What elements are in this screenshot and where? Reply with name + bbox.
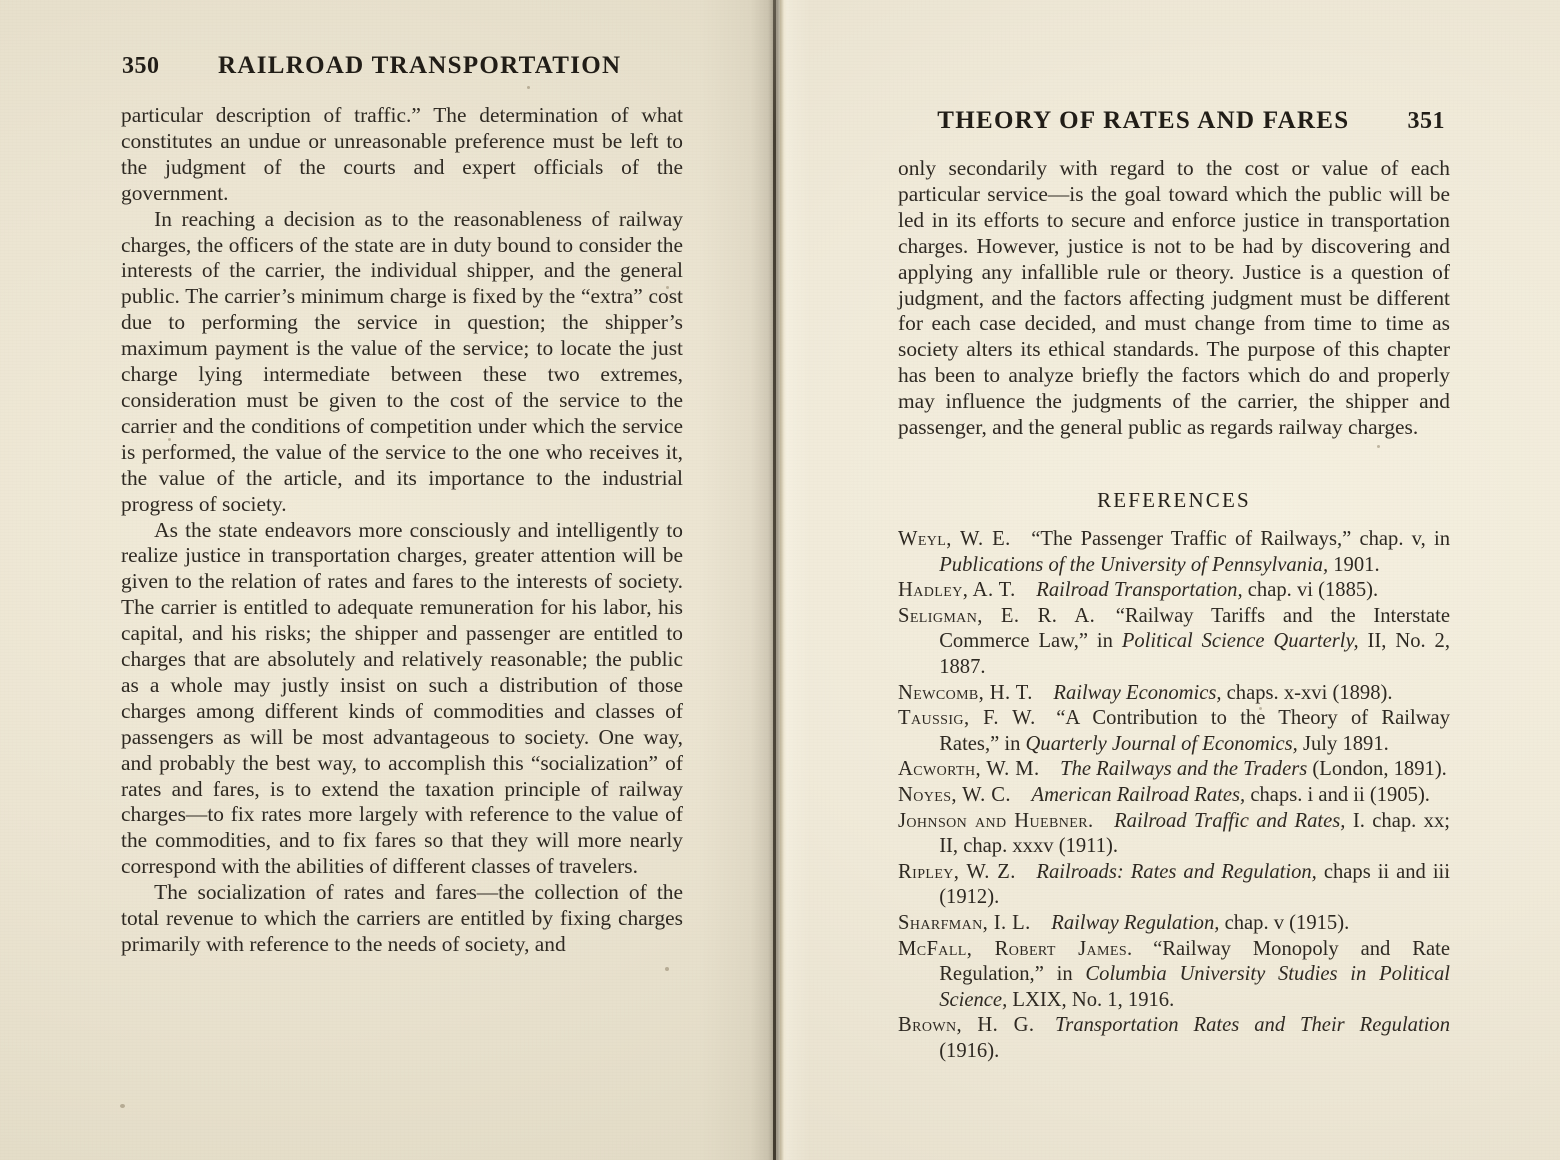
reference-text: LXIX, No. 1, 1916. <box>1007 988 1175 1011</box>
reference-text: chaps ii and iii (1912). <box>939 860 1451 909</box>
references-list <box>898 527 1450 1064</box>
running-head-title-recto: THEORY OF RATES AND FARES <box>937 107 1350 134</box>
reference-title: The Railways and the Traders <box>1060 758 1308 781</box>
reference-text: “A Contribution to the Theory of Railway Rates,” in <box>939 707 1450 755</box>
paragraph: In reaching a decision as to the reasonableness of railway charges, the officers of the state are in duty bound to consider the interests of the carrier, the individual shipper, and the general public. The carrier’s minimum charge is fixed by the “extra” cost due to performing the service in question; the shipper’s maximum payment is the value of the service; to locate the just charge lying intermediate between these two extremes, consideration must be given to the cost of the service to the carrier and the conditions of competition under which the service is performed, the value of the service to the one who receives it, the value of the article, and its importance to the industrial progress of society. <box>121 206 683 516</box>
reference-text: chaps. i and ii (1905). <box>1245 783 1430 806</box>
reference-author: Weyl, W. E. <box>898 528 1011 550</box>
reference-entry <box>898 681 1450 707</box>
reference-text: II, No. 2, 1887. <box>939 630 1450 678</box>
reference-author: Noyes, W. C. <box>898 783 1011 806</box>
reference-title: Quarterly Journal of Economics, <box>1025 732 1298 755</box>
reference-text: “The Passenger Traffic of Railways,” chap. v, in <box>1031 528 1450 550</box>
reference-title: Columbia University Studies in Political Science, <box>939 963 1450 1011</box>
reference-entry <box>898 911 1450 937</box>
reference-title: American Railroad Rates, <box>1031 783 1246 806</box>
reference-text: “Railway Monopoly and Rate Regulation,” in <box>939 937 1450 986</box>
paragraph: particular description of traffic.” The determination of what constitutes an undue or unreasonable preference must be left to the judgment of the courts and expert officials of the government. <box>121 103 683 205</box>
reference-entry <box>898 578 1450 604</box>
reference-entry <box>898 604 1450 681</box>
reference-entry <box>898 527 1450 578</box>
paragraph: As the state endeavors more consciously and intelligently to realize justice in transportation charges, greater attention will be given to the relation of rates and fares to the interests of society. The carrier is entitled to adequate remuneration for his labor, his capital, and his risks; the shipper and passenger are entitled to charges that are absolutely and relatively reasonable; the public as a whole may justly insist on such a distribution of those charges among different kinds of commodities and classes of passengers as will be most advantageous to society. One way, and probably the best way, to accomplish this “socialization” of rates and fares, is to extend the taxation principle of railway charges—to fix rates more largely with reference to the value of the commodities, and to fix fares so that they will more nearly correspond with the abilities of different classes of travelers. <box>121 517 683 879</box>
reference-text: July 1891. <box>1297 732 1389 755</box>
body-text-recto <box>898 156 1450 441</box>
running-head-verso <box>122 52 722 80</box>
reference-title: Railroads: Rates and Regulation, <box>1036 860 1317 883</box>
reference-author: Johnson and Huebner. <box>898 809 1094 832</box>
running-head-title-verso: RAILROAD TRANSPORTATION <box>218 52 622 79</box>
reference-title: Railroad Traffic and Rates, <box>1114 809 1346 832</box>
references-section <box>898 488 1450 1064</box>
reference-entry <box>898 860 1450 911</box>
page-number-recto: 351 <box>1407 108 1445 134</box>
paragraph: The socialization of rates and fares—the collection of the total revenue to which the carriers are entitled by fixing charges primarily with reference to the needs of society, and <box>121 880 683 956</box>
body-text-verso <box>121 103 683 958</box>
reference-text: chap. vi (1885). <box>1242 579 1379 602</box>
reference-title: Political Science Quarterly, <box>1121 630 1359 653</box>
reference-author: Taussig, F. W. <box>898 707 1036 730</box>
paragraph: only secondarily with regard to the cost or value of each particular service—is the goal toward which the public will be led in its efforts to secure and enforce justice in transportation charges. However, justice is not to be had by discovering and applying any infallible rule or theory. Justice is a question of judgment, and the factors affecting judgment must be different for each case decided, and must change from time to time as society alters its ethical standards. The purpose of this chapter has been to analyze briefly the factors which do and properly may influence the judgments of the carrier, the shipper and passenger, and the general public as regards railway charges. <box>898 156 1450 440</box>
reference-text: chap. v (1915). <box>1219 911 1350 934</box>
reference-author: Seligman, E. R. A. <box>898 604 1096 627</box>
page-number-verso: 350 <box>122 53 160 79</box>
references-heading: REFERENCES <box>1097 488 1251 512</box>
reference-author: Ripley, W. Z. <box>898 860 1016 883</box>
reference-title: Railway Regulation, <box>1051 911 1220 934</box>
reference-entry <box>898 1013 1450 1064</box>
reference-text: (London, 1891). <box>1307 758 1447 781</box>
reference-text: “Railway Tariffs and the Interstate Commerce Law,” in <box>939 604 1450 653</box>
reference-entry <box>898 706 1450 757</box>
reference-author: McFall, Robert James. <box>898 937 1133 960</box>
reference-author: Brown, H. G. <box>898 1014 1035 1037</box>
reference-text: I. chap. xx; II, chap. xxxv (1911). <box>939 809 1450 858</box>
reference-author: Sharfman, I. L. <box>898 911 1031 934</box>
reference-author: Newcomb, H. T. <box>898 681 1033 704</box>
reference-title: Publications of the University of Pennsylvania, <box>939 553 1329 576</box>
running-head-recto <box>900 107 1445 135</box>
reference-title: Railroad Transportation, <box>1036 579 1243 602</box>
reference-title: Railway Economics, <box>1053 681 1222 704</box>
reference-entry <box>898 937 1450 1014</box>
reference-text: 1901. <box>1328 553 1380 576</box>
reference-entry <box>898 809 1450 860</box>
reference-author: Acworth, W. M. <box>898 758 1040 781</box>
reference-title: Transportation Rates and Their Regulation <box>1054 1014 1450 1037</box>
reference-author: Hadley, A. T. <box>898 579 1016 602</box>
reference-text: chaps. x-xvi (1898). <box>1221 681 1393 704</box>
reference-entry <box>898 757 1450 783</box>
reference-entry <box>898 783 1450 809</box>
reference-text: (1916). <box>939 1039 1000 1062</box>
